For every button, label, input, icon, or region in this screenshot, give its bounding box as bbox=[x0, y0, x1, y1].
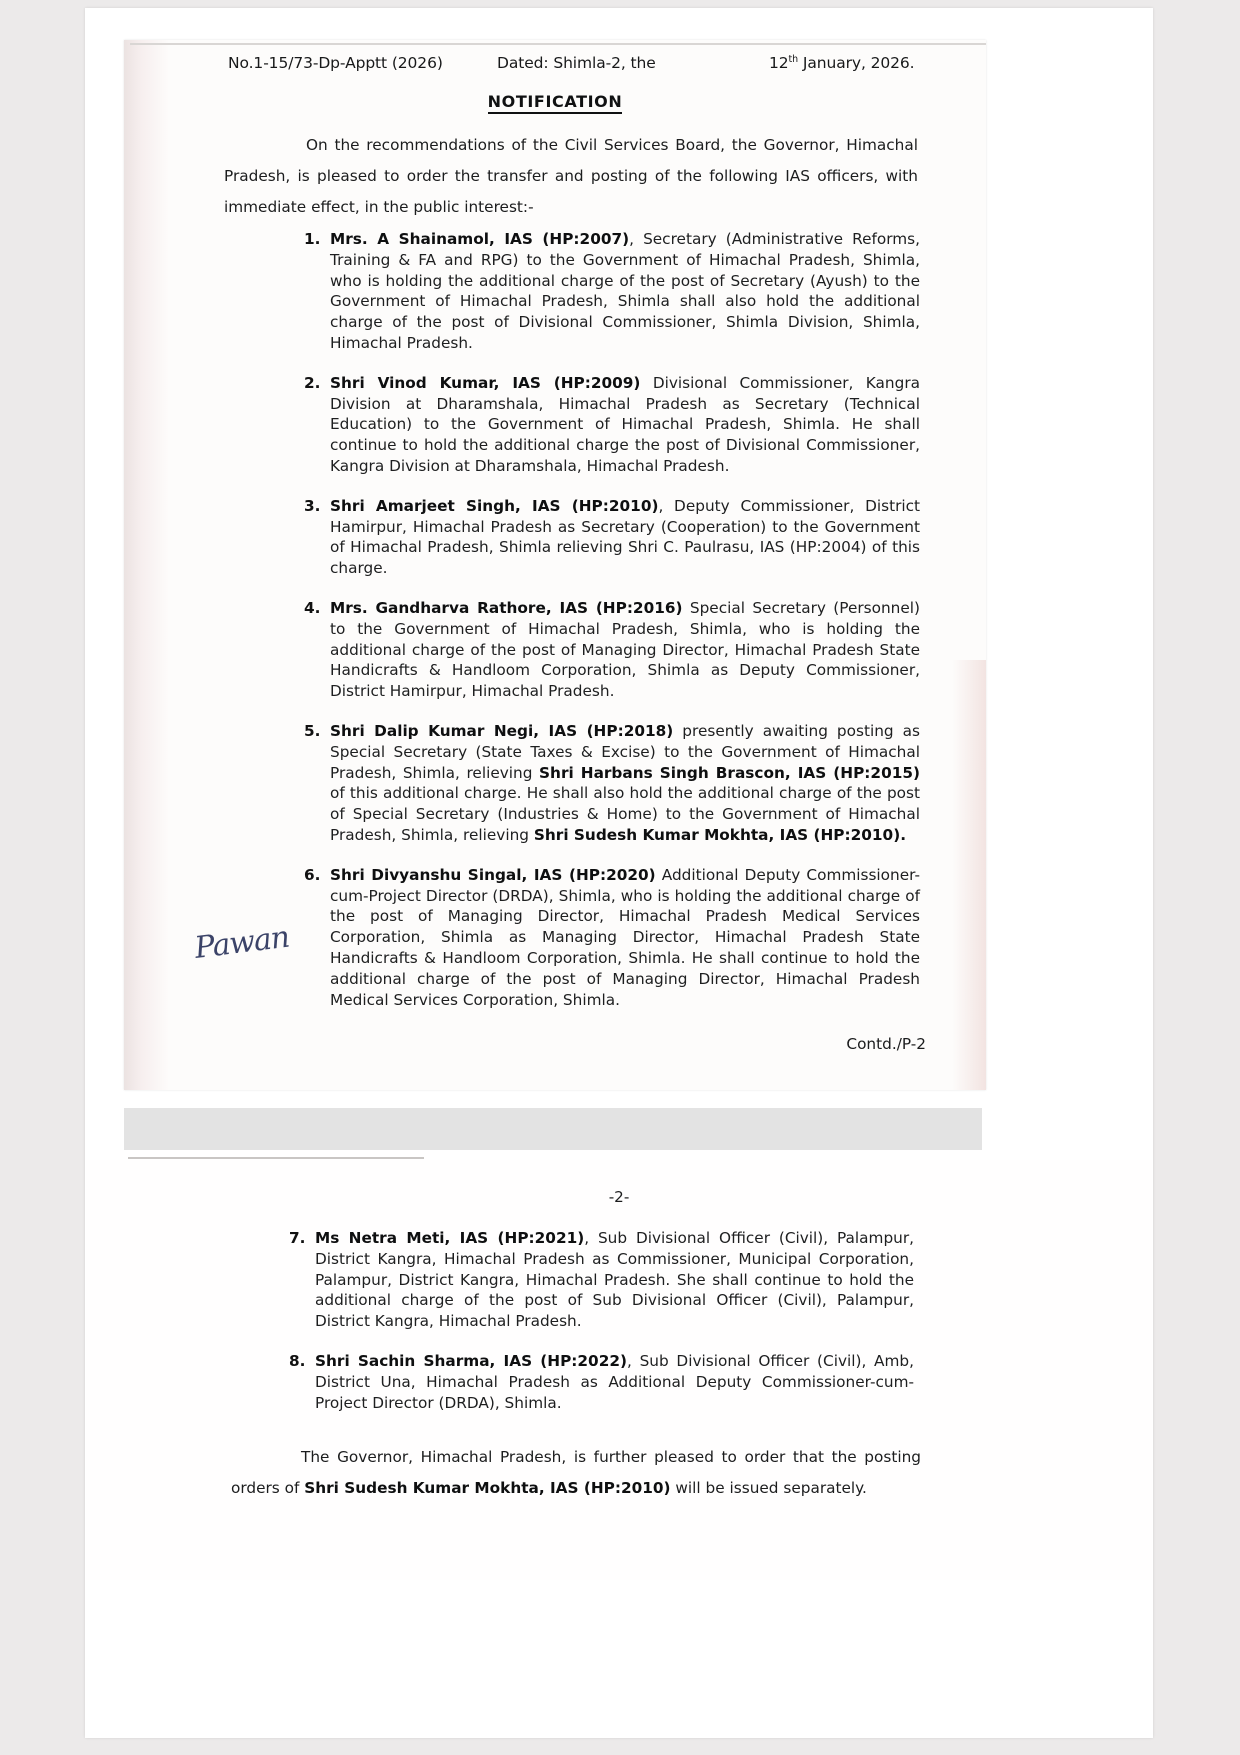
list-item-body bbox=[330, 229, 920, 354]
scanned-page-2 bbox=[86, 1160, 1152, 1580]
page-number: -2- bbox=[608, 1188, 630, 1206]
officer-name: Shri Sachin Sharma, IAS (HP:2022) bbox=[315, 1351, 627, 1370]
list-item bbox=[304, 373, 920, 477]
list-item bbox=[304, 598, 920, 702]
officer-list-continued bbox=[289, 1228, 914, 1432]
officer-posting-text: Additional Deputy Commissioner-cum-Project Director (DRDA), Shimla, who is holding the additional charge of the post of Managing Director, Himachal Pradesh Medical Services Corporation, Shimla as Managing Director, Himachal Pradesh State Handicrafts & Handloom Corporation, Shimla. He shall continue to hold the additional charge of the post of Managing Director, Himachal Pradesh Medical Services Corporation, Shimla. bbox=[330, 865, 920, 1009]
intro-paragraph: On the recommendations of the Civil Services Board, the Governor, Himachal Pradesh, is pleased to order the transfer and posting of the following IAS officers, with immediate effect, in the public interest:- bbox=[224, 136, 918, 216]
list-item-number: 6. bbox=[304, 865, 321, 884]
handwritten-signature: Pawan bbox=[192, 919, 291, 966]
list-item-body bbox=[330, 865, 920, 1011]
officer-list bbox=[304, 229, 920, 1029]
officer-name: Mrs. Gandharva Rathore, IAS (HP:2016) bbox=[330, 598, 683, 617]
scanned-page-1 bbox=[124, 40, 986, 1090]
list-item-body bbox=[330, 496, 920, 579]
list-item-body bbox=[315, 1351, 914, 1413]
list-item-body bbox=[315, 1228, 914, 1332]
officer-posting-text: , Sub Divisional Officer (Civil), Amb, District Una, Himachal Pradesh as Additional Deputy Commissioner-cum-Project Director (DRDA), Shimla. bbox=[315, 1351, 914, 1412]
officer-posting-text: Special Secretary (Personnel) to the Government of Himachal Pradesh, Shimla, who is holding the additional charge of the post of Managing Director, Himachal Pradesh State Handicrafts & Handloom Corporation, Shimla as Deputy Commissioner, District Hamirpur, Himachal Pradesh. bbox=[330, 598, 921, 701]
list-item-number: 3. bbox=[304, 496, 321, 515]
officer-name: Shri Vinod Kumar, IAS (HP:2009) bbox=[330, 373, 641, 392]
officer-name: Shri Dalip Kumar Negi, IAS (HP:2018) bbox=[330, 721, 674, 740]
list-item-body bbox=[330, 721, 920, 846]
list-item-body bbox=[330, 598, 920, 702]
list-item-number: 2. bbox=[304, 373, 321, 392]
relieved-officer-name: Shri Harbans Singh Brascon, IAS (HP:2015) bbox=[539, 763, 920, 782]
officer-posting-text: , Sub Divisional Officer (Civil), Palampur, District Kangra, Himachal Pradesh as Commissioner, Municipal Corporation, Palampur, District Kangra, Himachal Pradesh. She shall continue to hold the additional charge of the post of Sub Divisional Officer (Civil), Palampur, District Kangra, Himachal Pradesh. bbox=[315, 1229, 914, 1331]
file-number: No.1-15/73-Dp-Apptt (2026) bbox=[228, 54, 443, 72]
continued-marker: Contd./P-2 bbox=[846, 1035, 926, 1053]
notification-date bbox=[769, 54, 915, 72]
officer-name: Mrs. A Shainamol, IAS (HP:2007) bbox=[330, 230, 630, 248]
page-top-rule bbox=[130, 43, 986, 45]
date-rest: January, 2026. bbox=[798, 54, 915, 73]
list-item-number: 4. bbox=[304, 598, 321, 617]
officer-name: Ms Netra Meti, IAS (HP:2021) bbox=[315, 1229, 585, 1247]
officer-posting-text: presently awaiting posting as Special Secretary (State Taxes & Excise) to the Government of Himachal Pradesh, Shimla, relieving bbox=[330, 721, 920, 782]
list-item bbox=[304, 496, 920, 579]
list-item-number: 5. bbox=[304, 721, 321, 740]
page-separator-rule bbox=[128, 1157, 424, 1159]
closing-text-pre: The Governor, Himachal Pradesh, is further pleased to order that the posting orders of bbox=[231, 1448, 921, 1497]
closing-officer-name: Shri Sudesh Kumar Mokhta, IAS (HP:2010) bbox=[304, 1478, 671, 1497]
dated-label: Dated: Shimla-2, the bbox=[497, 54, 656, 72]
officer-posting-text: , Secretary (Administrative Reforms, Training & FA and RPG) to the Government of Himachal Pradesh, Shimla, who is holding the additional charge of the post of Secretary (Ayush) to the Government of Himachal Pradesh, Shimla shall also hold the additional charge of the post of Divisional Commissioner, Shimla Division, Shimla, Himachal Pradesh. bbox=[330, 230, 920, 352]
list-item bbox=[289, 1351, 914, 1413]
list-item-body bbox=[330, 373, 920, 477]
closing-text-post: will be issued separately. bbox=[670, 1478, 867, 1497]
list-item bbox=[289, 1228, 914, 1332]
officer-posting-text: , Deputy Commissioner, District Hamirpur, Himachal Pradesh as Secretary (Cooperation) to the Government of Himachal Pradesh, Shimla relieving Shri C. Paulrasu, IAS (HP:2004) of this charge. bbox=[330, 496, 921, 578]
list-item-number: 8. bbox=[289, 1351, 306, 1370]
page-title bbox=[124, 92, 986, 111]
officer-posting-text-2: of this additional charge. He shall also hold the additional charge of the post of Special Secretary (Industries & Home) to the Government of Himachal Pradesh, Shimla, relieving bbox=[330, 784, 920, 844]
officer-posting-text: Divisional Commissioner, Kangra Division at Dharamshala, Himachal Pradesh as Secretary (Technical Education) to the Government of Himachal Pradesh, Shimla. He shall continue to hold the additional charge the post of Divisional Commissioner, Kangra Division at Dharamshala, Himachal Pradesh. bbox=[330, 373, 920, 475]
list-item-number: 7. bbox=[289, 1229, 306, 1247]
closing-paragraph bbox=[231, 1442, 921, 1503]
date-day: 12 bbox=[769, 54, 789, 73]
list-item bbox=[304, 865, 920, 1011]
list-item bbox=[304, 721, 920, 846]
officer-name: Shri Amarjeet Singh, IAS (HP:2010) bbox=[330, 496, 659, 515]
list-item bbox=[304, 229, 920, 354]
officer-name: Shri Divyanshu Singal, IAS (HP:2020) bbox=[330, 865, 656, 884]
page-title-text: NOTIFICATION bbox=[488, 92, 623, 114]
list-item-number: 1. bbox=[304, 230, 321, 248]
relieved-officer-name-2: Shri Sudesh Kumar Mokhta, IAS (HP:2010). bbox=[533, 825, 907, 844]
date-ordinal: th bbox=[788, 54, 799, 65]
page-separator-band bbox=[124, 1108, 982, 1150]
